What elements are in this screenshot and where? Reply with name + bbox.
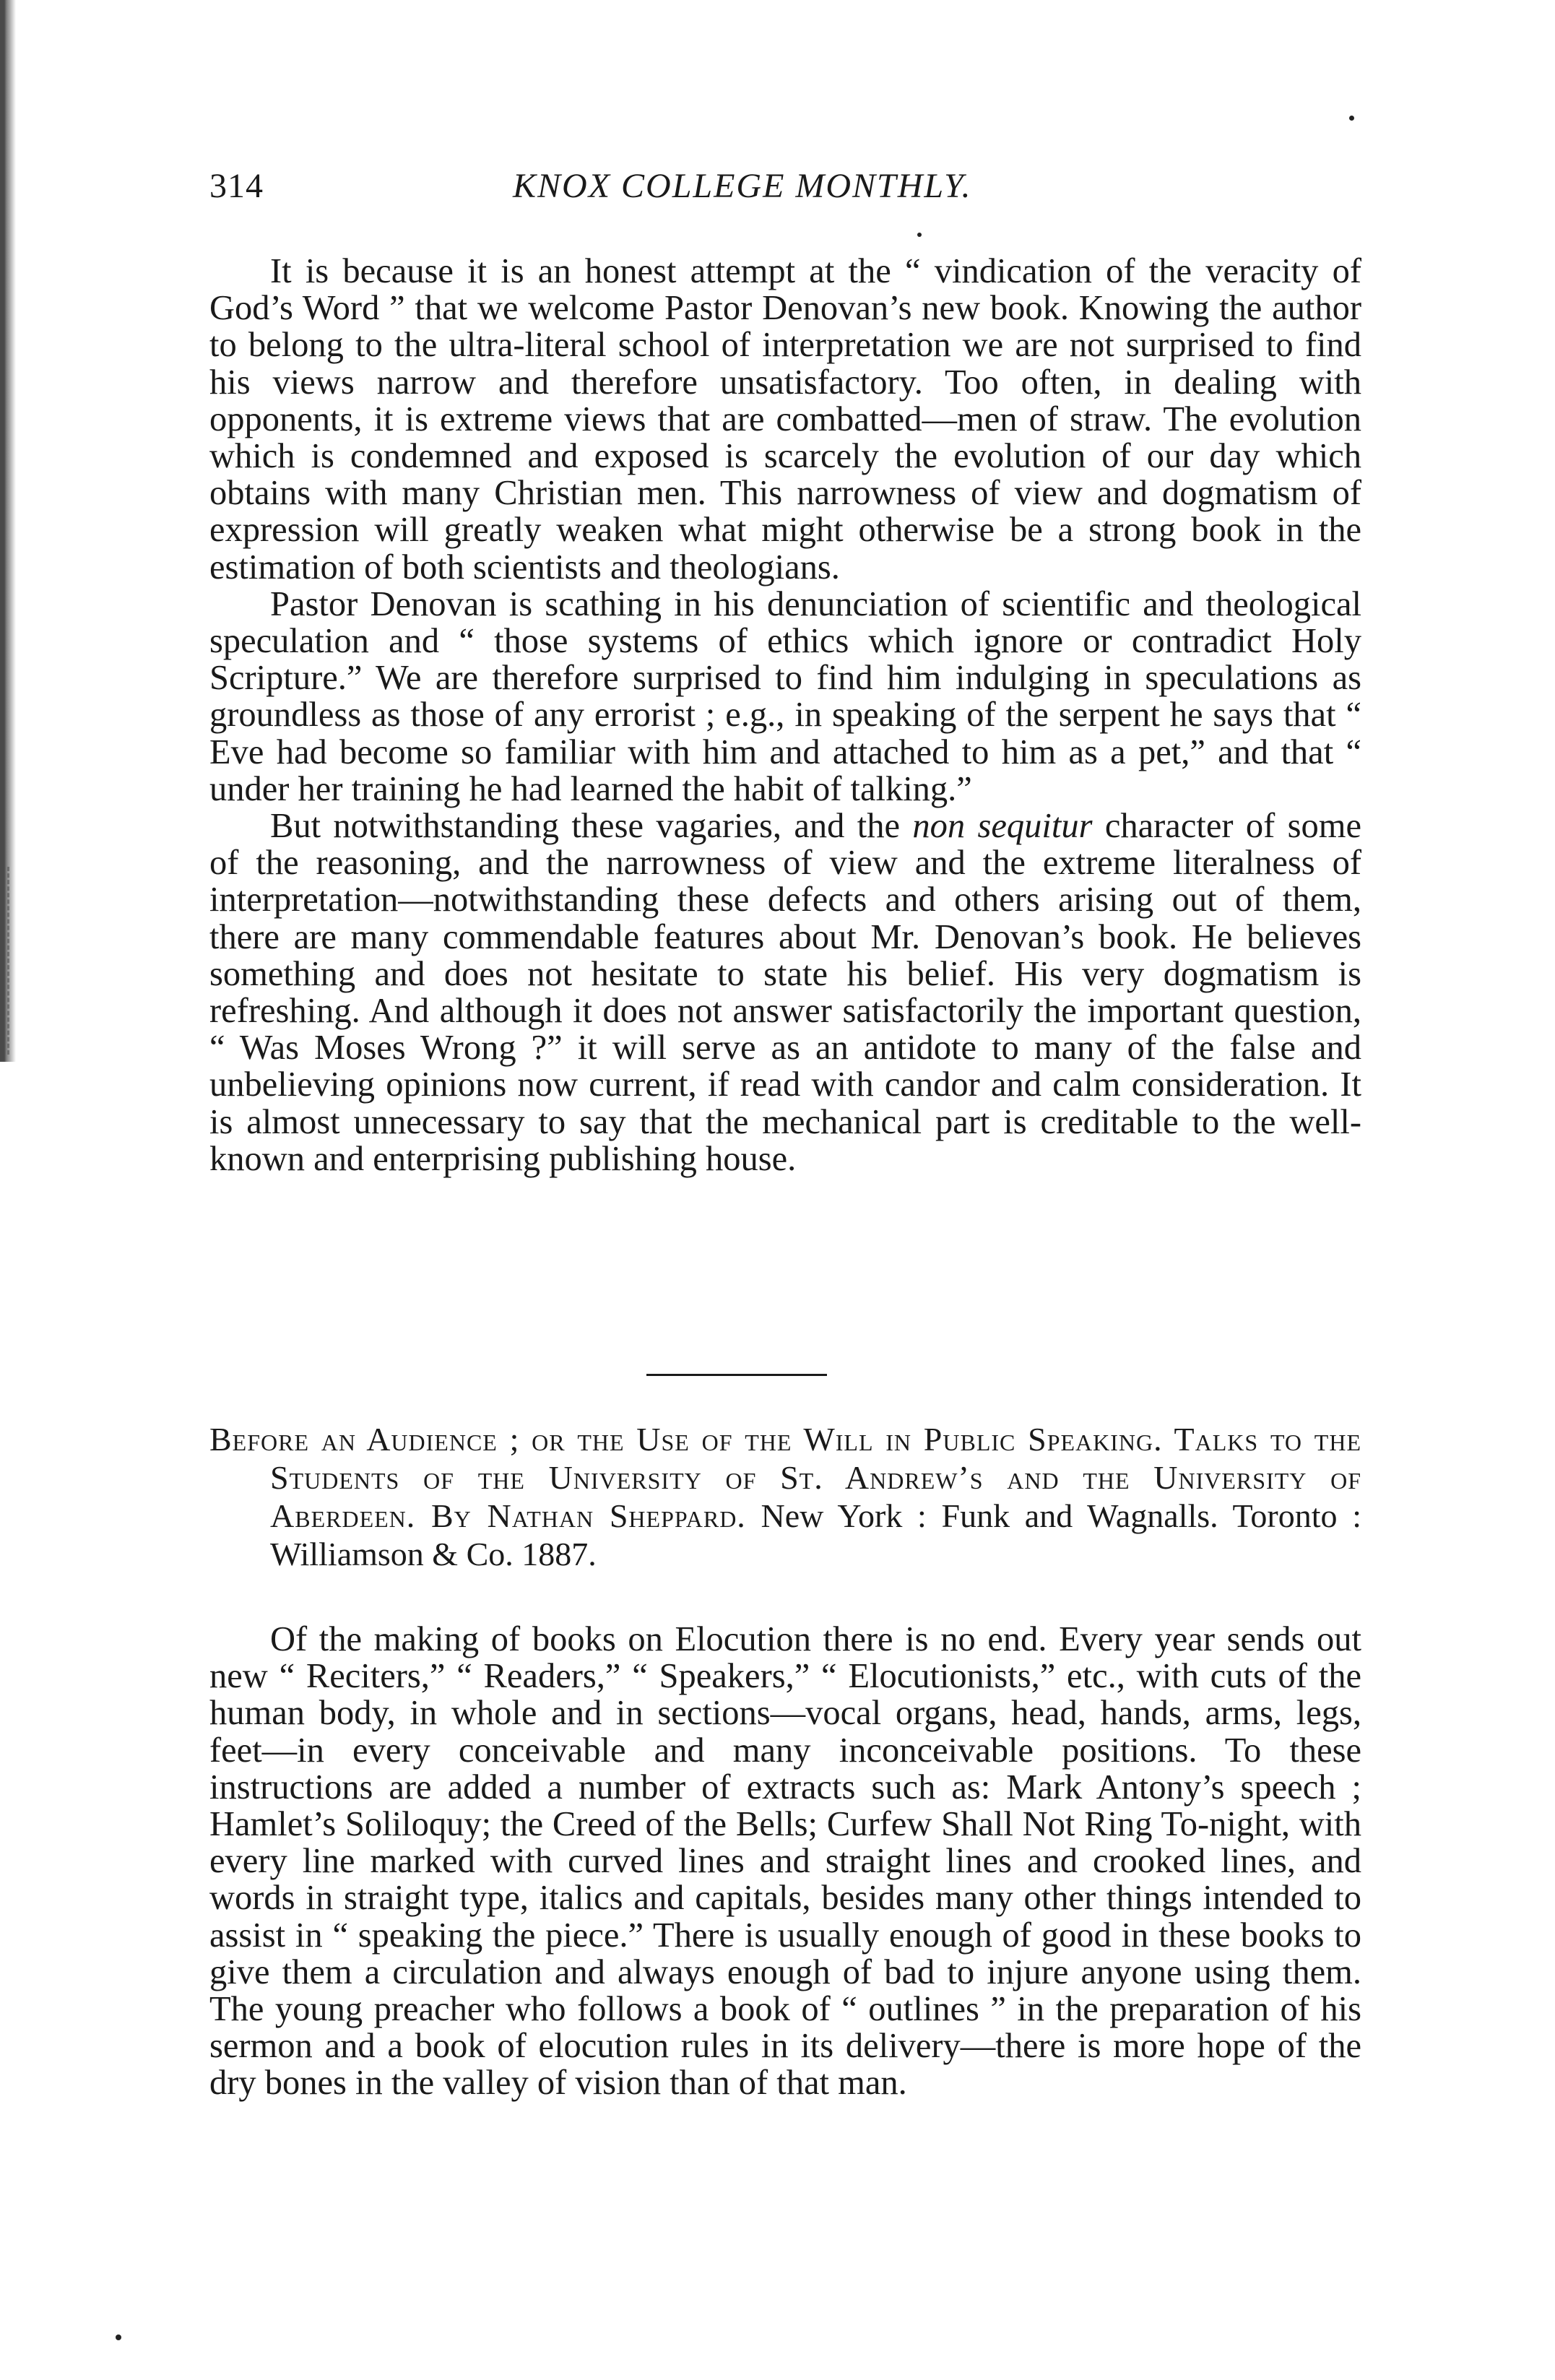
running-header — [209, 166, 1365, 217]
paragraph — [209, 808, 1361, 1177]
paragraph: Pastor Denovan is scathing in his denunciation of scientific and theological speculation and “ those systems of ethics which ignore or contradict Holy Scripture.” We are therefore surprised to find him indulging in speculations as groundless as those of any errorist ; e.g., in speaking of the serpent he says that “ Eve had become so familiar with him and attached to him as a pet,” and that “ under her training he had learned the habit of talking.” — [209, 584, 1361, 808]
paragraph: It is because it is an honest attempt at the “ vindication of the veracity of God’s Word ” that we welcome Pastor Denovan’s new book. Knowing the author to belong to the ultra-literal school of interpretation we are not surprised to find his views narrow and therefore unsatisfactory. Too often, in dealing with opponents, it is extreme views that are combatted—men of straw. The evolution which is condemned and exposed is scarcely the evolution of our day which obtains with many Christian men. This narrowness of view and dogmatism of expression will greatly weaken what might otherwise be a strong book in the estimation of both scientists and theologians. — [209, 252, 1361, 587]
paragraph: Of the making of books on Elocution there is no end. Every year sends out new “ Reciters,” “ Readers,” “ Speakers,” “ Elocutionists,” etc., with cuts of the human body, in whole and in sections—vocal organs, head, hands, arms, legs, feet—in every conceivable and many inconceivable positions. To these instructions are added a number of extracts such as: Mark Antony’s speech ; Hamlet’s Soliloquy; the Creed of the Bells; Curfew Shall Not Ring To-night, with every line marked with curved lines and straight lines and crooked lines, and words in straight type, italics and capitals, besides many other things intended to assist in “ speaking the piece.” There is usually enough of good in these books to give them a circulation and always enough of bad to injure anyone using them. The young preacher who follows a book of “ outlines ” in the preparation of his sermon and a book of elocution rules in its delivery—there is more hope of the dry bones in the valley of vision than of that man. — [209, 1620, 1361, 2103]
page-number: 314 — [209, 167, 264, 205]
review-sheppard — [209, 1621, 1361, 2102]
paragraph-text: character of some of the reasoning, and the narrowness of view and the extreme literalness of interpretation—notwithstanding these defects and others arising out of them, there are many commendable features about Mr. Denovan’s book. He believes something and does not hesitate to state his belief. His very dogmatism is refreshing. And although it does not answer satisfactorily the important question, “ Was Moses Wrong ?” it will serve as an antidote to many of the false and unbelieving opinions now current, if read with candor and calm consideration. It is almost unnecessary to say that the mechanical part is creditable to the well-known and enterprising publishing house. — [209, 807, 1362, 1178]
latin-phrase: non sequitur — [912, 807, 1093, 846]
paragraph-text: But notwithstanding these vagaries, and the — [270, 807, 913, 846]
scan-speck — [116, 2334, 121, 2340]
citation-title: Before an Audience ; or the Use of the Will in Public Speaking. Talks to the Students of the University of St. Andrew’s and the University of Aberdeen. By Nathan Sheppard. — [209, 1421, 1361, 1534]
scan-speck — [1349, 116, 1354, 121]
scan-speck — [917, 233, 922, 237]
section-divider — [646, 1374, 827, 1376]
review-denovan — [209, 253, 1361, 1177]
scan-binding-edge-lower — [7, 867, 12, 1055]
citation-publisher: New York : Funk and Wagnalls. Toronto : Williamson & Co. 1887. — [270, 1497, 1361, 1572]
book-citation — [209, 1420, 1361, 1573]
journal-title: KNOX COLLEGE MONTHLY. — [513, 167, 972, 205]
